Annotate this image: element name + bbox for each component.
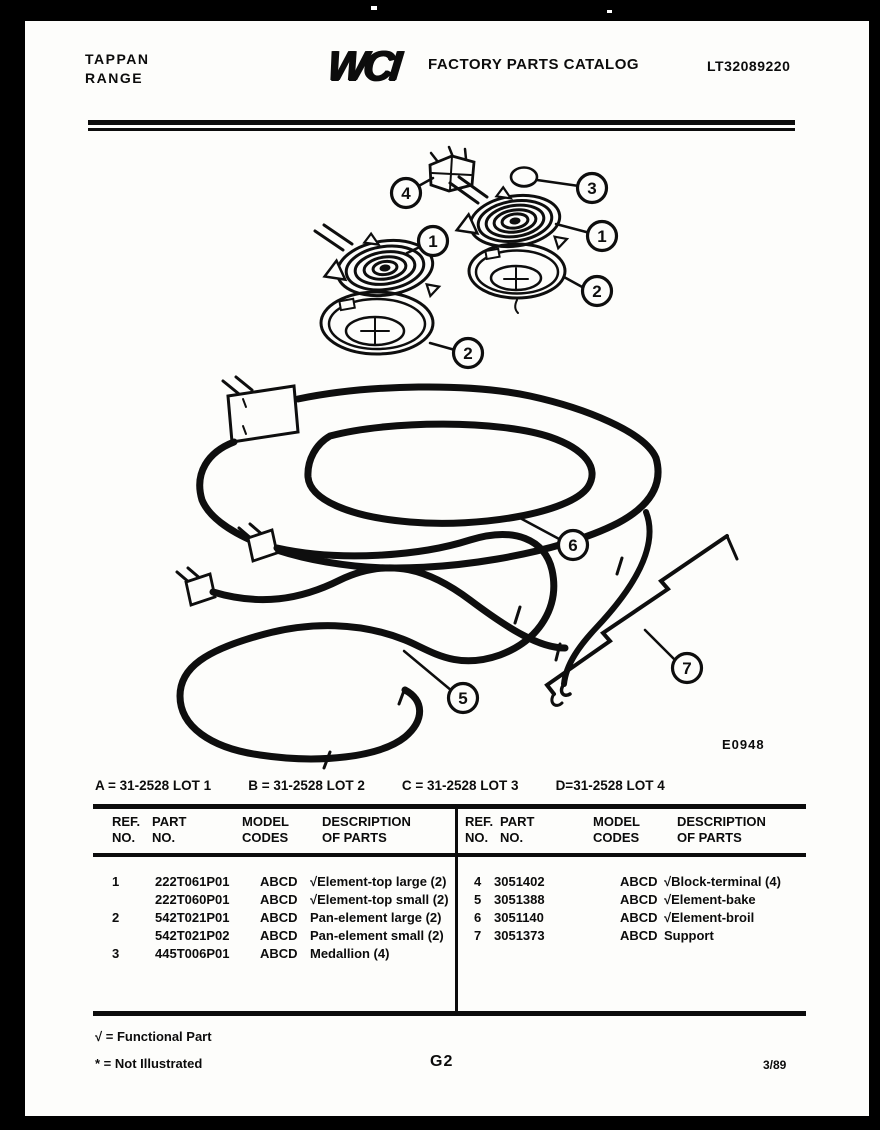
callout-2 — [454, 339, 483, 368]
description-cell: Pan-element small (2) — [310, 928, 444, 943]
document-number: LT32089220 — [707, 58, 791, 74]
header-rule-top — [88, 120, 795, 125]
column-header: PART NO. — [152, 814, 187, 845]
callout-balloons — [392, 174, 702, 713]
table-row — [112, 891, 450, 909]
part-no-cell: 542T021P02 — [155, 928, 230, 943]
description-cell: Pan-element large (2) — [310, 910, 442, 925]
callout-number: 2 — [592, 282, 602, 301]
brand-block — [85, 50, 149, 88]
callout-7 — [673, 654, 702, 683]
table-row — [112, 945, 450, 963]
parts-rows-left — [112, 873, 450, 963]
ref-no-cell: 4 — [474, 874, 482, 889]
part-no-cell: 3051402 — [494, 874, 545, 889]
callout-3 — [578, 174, 607, 203]
callout-number: 6 — [568, 536, 578, 555]
drip-pan-left — [321, 292, 433, 354]
callout-number: 4 — [401, 184, 411, 203]
not-illustrated-note: * = Not Illustrated — [95, 1056, 203, 1071]
ref-no-cell — [112, 927, 155, 945]
header-rule-bottom — [88, 128, 795, 131]
table-row — [112, 927, 450, 945]
lot-legend — [95, 778, 665, 793]
callout-number: 2 — [463, 344, 473, 363]
part-no-cell: 445T006P01 — [155, 946, 230, 961]
callout-4 — [392, 179, 421, 208]
callout-number: 3 — [587, 179, 597, 198]
lot-legend-entry: B = 31-2528 LOT 2 — [248, 778, 365, 793]
table-row — [112, 909, 450, 927]
part-no-cell: 222T061P01 — [155, 874, 230, 889]
ref-no-cell: 5 — [474, 892, 482, 907]
description-cell: √Block-terminal (4) — [664, 874, 781, 889]
column-header: MODEL CODES — [593, 814, 640, 845]
callout-6 — [559, 531, 588, 560]
page-number: G2 — [430, 1053, 454, 1070]
lot-legend-entry: D=31-2528 LOT 4 — [555, 778, 665, 793]
description-cell: √Element-top small (2) — [310, 892, 449, 907]
medallion — [511, 168, 537, 187]
part-no-cell: 222T060P01 — [155, 892, 230, 907]
description-cell: √Element-top large (2) — [310, 874, 447, 889]
model-codes-cell: ABCD — [620, 928, 658, 943]
part-no-cell: 3051140 — [494, 910, 544, 925]
description-cell: Support — [664, 928, 714, 943]
lot-legend-entry: C = 31-2528 LOT 3 — [401, 778, 519, 793]
model-codes-cell: ABCD — [260, 928, 298, 943]
callout-5 — [449, 684, 478, 713]
ref-no-cell: 2 — [112, 910, 120, 925]
table-header-right — [465, 814, 795, 846]
table-rule-under-header — [93, 853, 806, 857]
diagram-code-label: E0948 — [722, 737, 765, 752]
table-rule-bottom — [93, 1011, 806, 1016]
functional-part-note: √ = Functional Part — [95, 1029, 212, 1044]
description-cell: √Element-bake — [664, 892, 756, 907]
table-row — [112, 873, 450, 891]
model-codes-cell: ABCD — [620, 892, 658, 907]
description-cell: √Element-broil — [664, 910, 755, 925]
model-codes-cell: ABCD — [260, 910, 298, 925]
table-row — [474, 873, 802, 891]
model-codes-cell: ABCD — [260, 892, 298, 907]
table-rule-top — [93, 804, 806, 809]
coil-element-right — [452, 180, 568, 262]
column-header: PART NO. — [500, 814, 535, 845]
callout-2 — [583, 277, 612, 306]
table-header-left — [112, 814, 452, 846]
lot-legend-entry: A = 31-2528 LOT 1 — [95, 778, 212, 793]
table-row — [474, 927, 802, 945]
column-header: REF. NO. — [465, 814, 494, 845]
column-header: DESCRIPTION OF PARTS — [322, 814, 411, 845]
table-row — [474, 891, 802, 909]
column-header: REF. NO. — [112, 814, 141, 845]
column-header: MODEL CODES — [242, 814, 289, 845]
brand-line-1: TAPPAN — [85, 51, 150, 67]
callout-number: 1 — [428, 232, 438, 251]
ref-no-cell: 6 — [474, 910, 482, 925]
revision-date: 3/89 — [763, 1058, 787, 1072]
model-codes-cell: ABCD — [260, 946, 298, 961]
part-no-cell: 3051373 — [494, 928, 545, 943]
brand-line-2: RANGE — [85, 70, 144, 86]
ref-no-cell: 7 — [474, 928, 482, 943]
ref-no-cell — [112, 891, 155, 909]
model-codes-cell: ABCD — [260, 874, 298, 889]
column-header: DESCRIPTION OF PARTS — [677, 814, 766, 845]
part-no-cell: 3051388 — [494, 892, 545, 907]
drip-pan-right — [469, 244, 565, 313]
catalog-title: FACTORY PARTS CATALOG — [428, 56, 640, 73]
callout-number: 7 — [682, 659, 692, 678]
wci-logo: WCI — [325, 42, 401, 89]
model-codes-cell: ABCD — [620, 910, 658, 925]
description-cell: Medallion (4) — [310, 946, 390, 961]
parts-rows-right — [474, 873, 802, 945]
model-codes-cell: ABCD — [620, 874, 658, 889]
callout-1 — [419, 227, 448, 256]
callout-number: 1 — [597, 227, 607, 246]
table-column-divider — [455, 804, 458, 1016]
ref-no-cell: 3 — [112, 946, 120, 961]
callout-number: 5 — [458, 689, 468, 708]
table-row — [474, 909, 802, 927]
ref-no-cell: 1 — [112, 874, 120, 889]
coil-left-terminals — [315, 225, 352, 250]
part-no-cell: 542T021P01 — [155, 910, 230, 925]
callout-1 — [588, 222, 617, 251]
